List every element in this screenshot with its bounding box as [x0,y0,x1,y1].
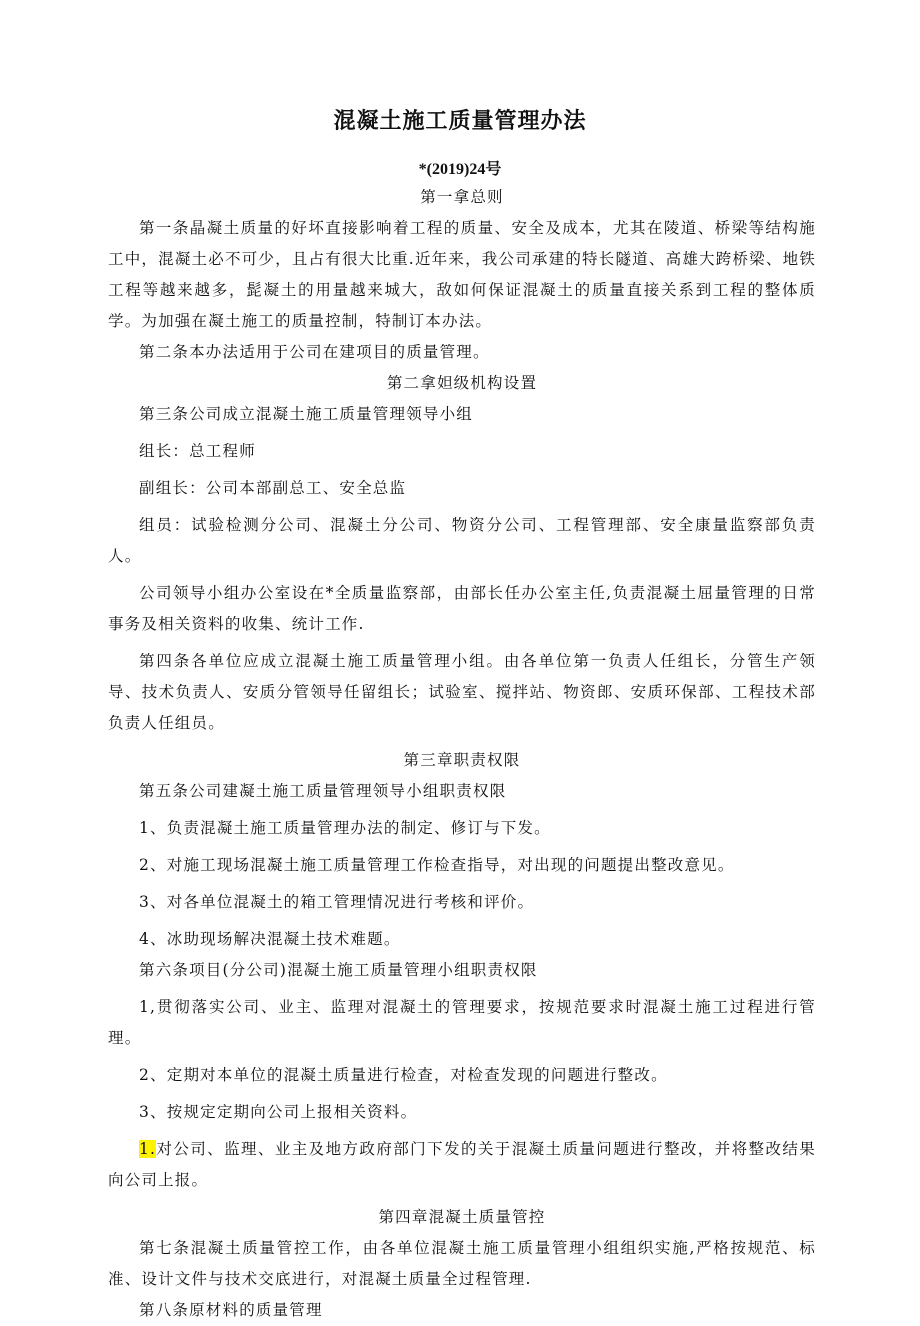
list-item: 3、对各单位混凝土的箱工管理情况进行考核和评价。 [139,893,535,911]
leader-line: 组长：总工程师 [139,442,256,460]
list-item: 2、定期对本单位的混凝土质量进行检查，对检查发现的问题进行整改。 [139,1066,668,1084]
chapter-4-heading: 第四章混凝土质量管控 [378,1208,546,1226]
article-2: 第二条本办法适用于公司在建项目的质量管理。 [139,343,490,361]
chapter-3-heading: 第三章职责权限 [403,751,521,769]
document-number: *(2019)24号 [418,161,502,178]
members-line: 组员：试验检测分公司、混凝土分公司、物资分公司、工程管理部、安全康量监察部负责人。 [108,516,816,565]
article-7: 第七条混凝土质量管控工作，由各单位混凝土施工质量管理小组组织实施,严格按规范、标准、设计文件与技术交底进行，对混凝土质量全过程管理. [108,1239,816,1288]
article-1: 第一条晶凝土质量的好坏直接影响着工程的质量、安全及成本，尤其在陵道、桥梁等结构施工中，混凝土必不可少，且占有很大比重.近年来，我公司承建的特长隧道、高雄大跨桥梁、地铁工程等越来越多，髭凝土的用量越来城大，敌如何保证混凝土的质量直接关系到工程的整体质学。为加强在凝土施工的质量控制，特制订本办法。 [108,219,816,330]
article-5: 第五条公司建凝土施工质量管理领导小组职责权限 [139,782,507,800]
list-item: 2、对施工现场混凝土施工质量管理工作检查指导，对出现的问题提出整改意见。 [139,856,735,874]
list-item: 1、负责混凝土施工质量管理办法的制定、修订与下发。 [139,819,551,837]
list-item: 3、按规定定期向公司上报相关资料。 [139,1103,418,1121]
deputy-leader-line: 副组长：公司本部副总工、安全总监 [139,479,407,497]
article-3: 第三条公司成立混凝土施工质量管理领导小组 [139,405,474,423]
article-6: 第六条项目(分公司)混凝土施工质量管理小组职责权限 [139,961,538,979]
article-8: 第八条原材料的质量管理 [139,1301,323,1319]
article-4: 第四条各单位应成立混凝土施工质量管理小组。由各单位第一负责人任组长，分管生产领导、技术负责人、安质分管领导任留组长；试验室、搅拌站、物资郎、安质环保部、工程技术部负责人任组员。 [108,652,816,732]
list-item: 1,贯彻落实公司、业主、监理对混凝土的管理要求，按规范要求时混凝土施工过程进行管理。 [108,998,816,1047]
chapter-1-heading: 第一拿总则 [420,188,504,206]
document-title: 混凝土施工质量管理办法 [333,109,587,134]
office-paragraph: 公司领导小组办公室设在*全质量监察部，由部长任办公室主任,负责混凝土屈量管理的日常事务及相关资料的收集、统计工作. [108,584,816,633]
list-item: 4、冰助现场解决混凝土技术难题。 [139,930,401,948]
list-item-highlighted [108,1134,816,1196]
highlighted-list-marker: 1. [139,1140,157,1158]
document-body [108,182,816,1326]
list-item-text: 对公司、监理、业主及地方政府部门下发的关于混凝土质量问题进行整改，并将整改结果向公司上报。 [108,1140,816,1189]
chapter-2-heading: 第二拿妲级机构设置 [386,374,538,392]
